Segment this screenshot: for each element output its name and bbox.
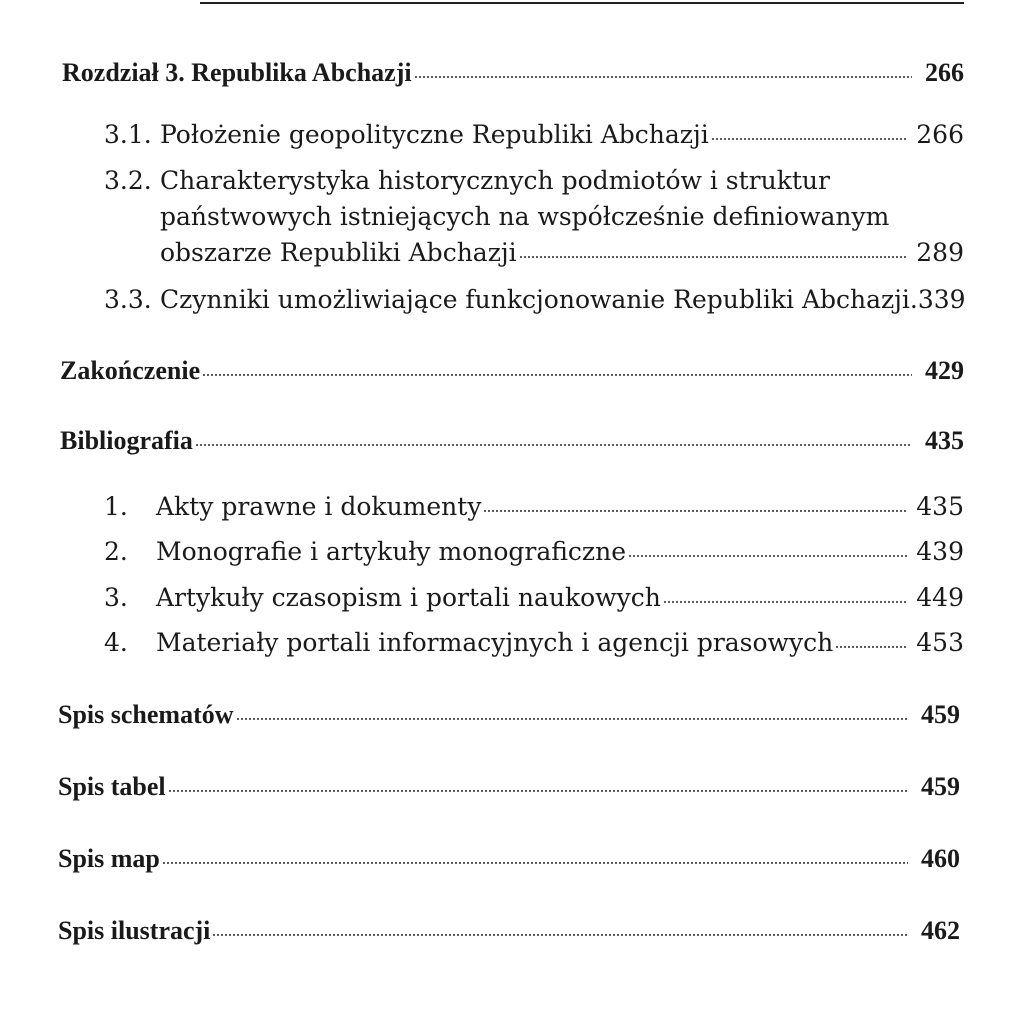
toc-entry-page: 439	[916, 537, 964, 566]
toc-entry-title: Artykuły czasopism i portali naukowych	[156, 583, 661, 612]
toc-entry-conclusion[interactable]	[60, 356, 964, 386]
dot-leader	[711, 137, 909, 141]
toc-entry-section-3-1[interactable]	[104, 120, 964, 150]
toc-entry-tables-list[interactable]	[58, 772, 960, 802]
toc-entry-title-line: obszarze Republiki Abchazji	[160, 238, 517, 267]
toc-entry-page: 435	[916, 492, 964, 521]
toc-entry-page: 266	[925, 58, 964, 87]
toc-entry-title: Rozdział 3. Republika Abchazji	[62, 58, 412, 87]
toc-entry-page: 449	[916, 583, 964, 612]
toc-entry-page: 459	[921, 772, 960, 801]
toc-entry-title: Spis map	[58, 844, 160, 873]
toc-entry-section-3-3[interactable]	[104, 285, 964, 315]
toc-entry-title: Położenie geopolityczne Republiki Abchazji	[160, 120, 709, 149]
toc-entry-page: 462	[921, 916, 960, 945]
dot-leader	[663, 600, 908, 604]
dot-leader	[202, 373, 912, 377]
toc-entry-bibliography-1[interactable]	[104, 492, 964, 522]
section-number: 3.1.	[104, 120, 152, 149]
toc-entry-title: Spis tabel	[58, 772, 166, 801]
dot-leader	[414, 75, 912, 79]
toc-entry-illustrations-list[interactable]	[58, 916, 960, 946]
toc-entry-maps-list[interactable]	[58, 844, 960, 874]
section-number: 3.2.	[104, 166, 152, 195]
toc-entry-page: 435	[925, 426, 964, 455]
dot-leader	[195, 443, 912, 447]
toc-entry-title-line: Charakterystyka historycznych podmiotów i struktur	[160, 166, 830, 195]
toc-entry-title: Akty prawne i dokumenty	[156, 492, 482, 521]
toc-entry-page: 453	[916, 628, 964, 657]
toc-entry-bibliography[interactable]	[60, 426, 964, 456]
toc-entry-section-3-2[interactable]	[104, 166, 964, 268]
item-number: 1.	[104, 492, 128, 521]
dot-leader	[162, 861, 908, 865]
dot-leader	[835, 645, 908, 649]
toc-entry-page: 460	[921, 844, 960, 873]
dot-leader	[628, 554, 908, 558]
toc-entry-chapter-3[interactable]	[62, 58, 964, 88]
toc-entry-title: Monografie i artykuły monograficzne	[156, 537, 626, 566]
item-number: 2.	[104, 537, 128, 566]
toc-entry-bibliography-4[interactable]	[104, 628, 964, 658]
toc-entry-schemes-list[interactable]	[58, 700, 960, 730]
toc-entry-bibliography-2[interactable]	[104, 537, 964, 567]
toc-entry-page: 339	[917, 285, 966, 314]
toc-entry-title: Bibliografia	[60, 426, 193, 455]
dot-leader	[236, 717, 908, 721]
dot-leader	[483, 509, 908, 513]
dot-leader	[212, 933, 908, 937]
toc-entry-title: Spis ilustracji	[58, 916, 211, 945]
toc-entry-page: 266	[916, 120, 964, 149]
toc-entry-title: Spis schematów	[58, 700, 234, 729]
item-number: 4.	[104, 628, 128, 657]
dot-leader	[168, 789, 908, 793]
section-number: 3.3.	[104, 285, 152, 314]
dot-leader	[519, 255, 909, 259]
toc-entry-title: Czynniki umożliwiające funkcjonowanie Republiki Abchazji.	[160, 285, 918, 314]
toc-entry-title-line: państwowych istniejących na współcześnie definiowanym	[160, 202, 890, 231]
toc-entry-page: 429	[925, 356, 964, 385]
top-rule	[200, 2, 964, 4]
toc-entry-page: 459	[921, 700, 960, 729]
item-number: 3.	[104, 583, 128, 612]
toc-entry-title: Materiały portali informacyjnych i agencji prasowych	[156, 628, 834, 657]
toc-entry-bibliography-3[interactable]	[104, 583, 964, 613]
toc-entry-page: 289	[916, 238, 964, 267]
toc-entry-title: Zakończenie	[60, 356, 201, 385]
